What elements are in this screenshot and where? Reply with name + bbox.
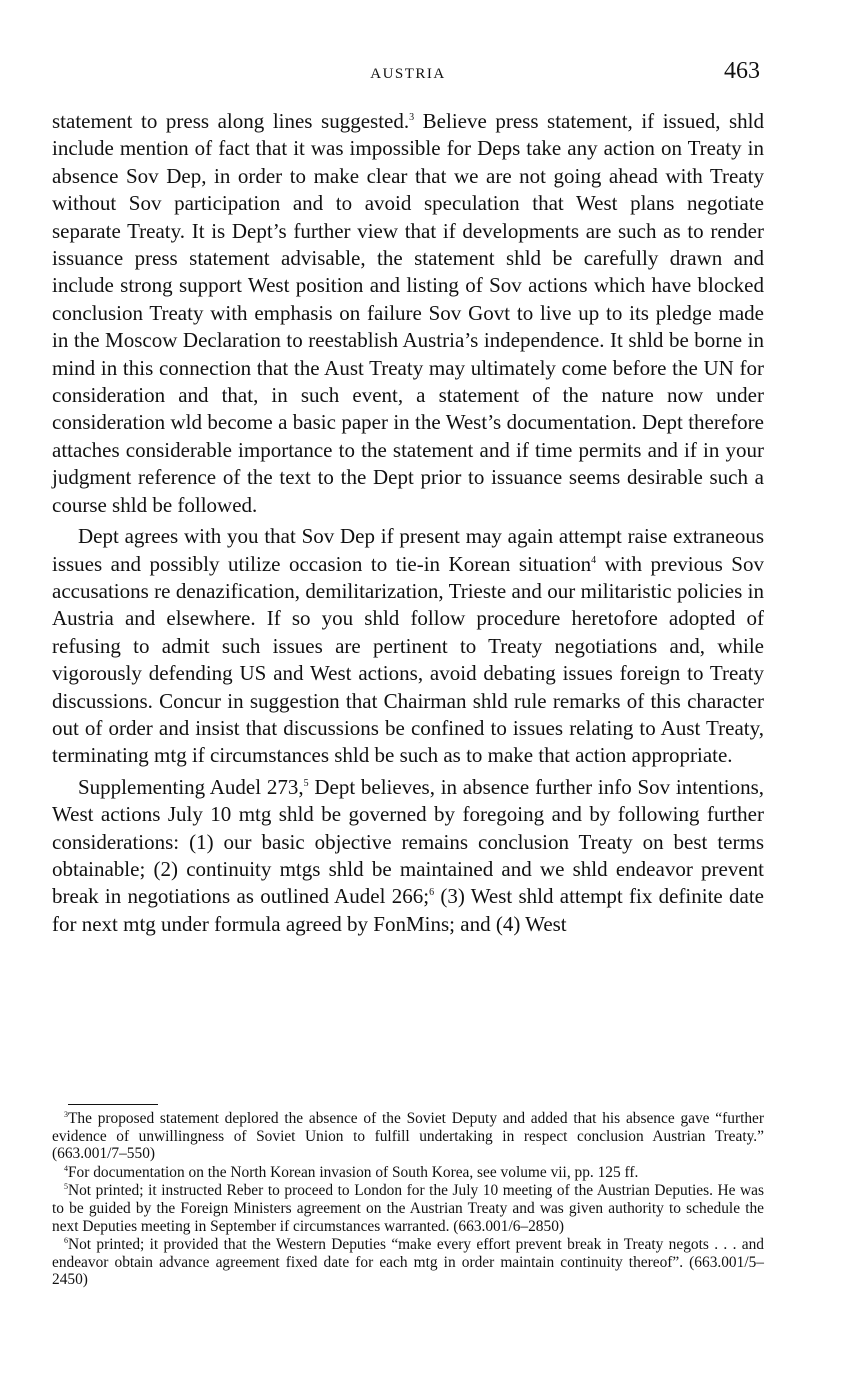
paragraph-1-text-b: Believe press statement, if issued, shld include mention of fact that it was impossible for Deps take any action on Treaty in absence Sov Dep, in order to make clear that we are not going ahead with Treaty without Sov participation and to avoid speculation that West plans negotiate separate Treaty. It is Dept’s further view that if developments are such as to render issuance press statement advisable, the statement shld be carefully drawn and include strong support West position and listing of Sov actions which have blocked conclusion Treaty with emphasis on failure Sov Govt to live up to its pledge made in the Moscow Declaration to reestablish Austria’s independence. It shld be borne in mind in this connection that the Aust Treaty may ultimately come before the UN for consideration and that, in such event, a statement of the nature now under consideration wld become a basic paper in the West’s documentation. Dept therefore attaches considerable importance to the statement and if time permits and if in your judgment reference of the text to the Dept prior to issuance seems desirable such a course shld be followed.	[52, 109, 765, 517]
footnotes	[52, 1110, 764, 1290]
running-title: AUSTRIA	[370, 66, 446, 82]
footnote-text: Not printed; it provided that the Western Deputies “make every effort prevent break in Treaty negots . . . and endeavor obtain advance agreement fixed date for each mtg in order maintain continuity thereof”. (663.001/5–2450)	[52, 1236, 764, 1289]
footnote-ref-3: 3	[409, 112, 415, 123]
footnote-ref-6: 6	[429, 887, 435, 899]
paragraph-2-text-b: with previous Sov accusations re denazification, demilitarization, Trieste and our militaristic policies in Austria and elsewhere. If so you shld follow procedure heretofore adopted of refusing to admit such issues are pertinent to Treaty negotiations and, while vigorously defending US and West actions, avoid debating issues foreign to Treaty discussions. Concur in suggestion that Chairman shld rule remarks of this character out of order and insist that discussions be confined to issues relating to Aust Treaty, terminating mtg if circumstances shld be such as to make that action appropriate.	[52, 551, 764, 768]
footnote-4	[52, 1164, 764, 1182]
paragraph-3-text-b: Dept believes, in absence further info Sov intentions, West actions July 10 mtg shld be governed by foregoing and by following further considerations: (1) our basic objective remains conclusion Treaty on best terms obtainable; (2) continuity mtgs shld be maintained and we shld endeavor prevent break in negotiations as outlined Audel 266;	[52, 774, 764, 909]
footnote-text: Not printed; it instructed Reber to proceed to London for the July 10 meeting of the Austrian Deputies. He was to be guided by the Foreign Ministers agreement on the Austrian Treaty and was given authority to schedule the next Deputies meeting in September if circumstances warranted. (663.001/6–2850)	[52, 1182, 764, 1235]
footnote-5	[52, 1182, 764, 1235]
footnote-marker: 6	[64, 1236, 68, 1246]
paragraph-2-text-a: Dept agrees with you that Sov Dep if present may again attempt raise extraneous issues and possibly utilize occasion to tie-in Korean situation	[52, 524, 764, 576]
paragraph-3-text-c: (3) West shld attempt fix definite date for next mtg under formula agreed by FonMins; and (4) West	[52, 884, 764, 936]
page-number: 463	[724, 58, 760, 84]
paragraph-1-text-a: statement to press along lines suggested.	[52, 109, 410, 133]
footnote-ref-5: 5	[303, 777, 309, 789]
footnote-marker: 3	[64, 1110, 68, 1119]
page-header	[52, 58, 764, 88]
footnote-marker: 4	[64, 1163, 68, 1173]
body-text	[52, 108, 764, 942]
footnote-text: The proposed statement deplored the absence of the Soviet Deputy and added that his absence gave “further evidence of unwillingness of Soviet Union to fulfill undertaking in respect conclusion Austrian Treaty.” (663.001/7–550)	[52, 1110, 764, 1163]
footnote-ref-4: 4	[591, 554, 597, 566]
footnote-divider	[68, 1104, 158, 1105]
paragraph-3-text-a: Supplementing Audel 273,	[78, 774, 304, 799]
footnote-3	[52, 1110, 764, 1163]
paragraph-2	[52, 523, 764, 770]
footnote-marker: 5	[64, 1182, 68, 1192]
paragraph-1	[52, 108, 764, 519]
paragraph-3	[52, 774, 764, 938]
footnote-text: For documentation on the North Korean invasion of South Korea, see volume vii, pp. 125 ff.	[68, 1163, 639, 1181]
footnote-6	[52, 1236, 764, 1289]
